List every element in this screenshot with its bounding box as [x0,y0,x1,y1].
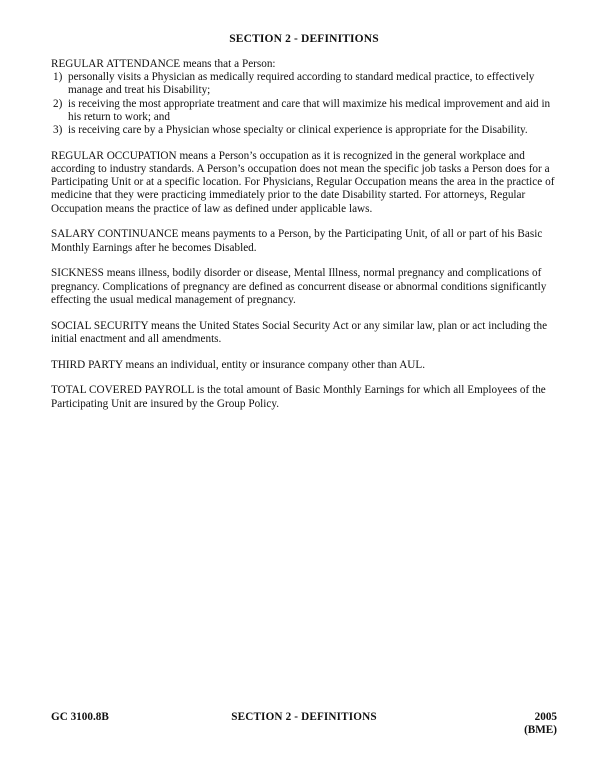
footer-code: (BME) [524,724,557,737]
list-marker: 1) [53,71,63,84]
definition-total-covered-payroll: TOTAL COVERED PAYROLL is the total amount of Basic Monthly Earnings for which all Employees of the Participating Unit are insured by the Group Policy. [51,384,546,410]
definition-social-security: SOCIAL SECURITY means the United States Social Security Act or any similar law, plan or act including the initial enactment and all amendments. [51,319,548,345]
document-body [51,33,557,423]
page-title: SECTION 2 - DEFINITIONS [229,33,379,45]
definition-third-party: THIRD PARTY means an individual, entity or insurance company other than AUL. [51,358,425,371]
list-item [51,124,557,137]
regular-attendance-list [51,71,557,137]
page-footer [51,711,557,737]
list-item [51,71,557,97]
definition-regular-occupation: REGULAR OCCUPATION means a Person’s occupation as it is recognized in the general workplace and according to industry standards. A Person’s occupation does not mean the specific job tasks a Person does for a Participating Unit or at a specific location. For Physicians, Regular Occupation means the area in the practice of medicine that they were practicing immediately prior to the date Disability started. For attorneys, Regular Occupation means the practice of law as defined under applicable laws. [51,149,555,215]
list-marker: 3) [53,124,63,137]
list-item-text: personally visits a Physician as medically required according to standard medical practice, to effectively manage and treat his Disability; [68,71,535,97]
list-item-text: is receiving the most appropriate treatment and care that will maximize his medical improvement and aid in his return to work; and [68,97,551,123]
footer-section-title: SECTION 2 - DEFINITIONS [231,711,377,723]
footer-form-number: GC 3100.8B [51,711,109,723]
list-marker: 2) [53,97,63,110]
definition-salary-continuance: SALARY CONTINUANCE means payments to a Person, by the Participating Unit, of all or part of his Basic Monthly Earnings after he becomes Disabled. [51,228,543,254]
definition-sickness: SICKNESS means illness, bodily disorder or disease, Mental Illness, normal pregnancy and complications of pregnancy. Complications of pregnancy are defined as concurrent disease or abnormal conditions significantly effecting the usual medical management of pregnancy. [51,267,547,306]
list-item-text: is receiving care by a Physician whose specialty or clinical experience is appropriate for the Disability. [68,124,528,137]
footer-row [51,711,557,737]
footer-year: 2005 [534,711,557,723]
list-item [51,98,557,124]
definition-regular-attendance-lead: REGULAR ATTENDANCE means that a Person: [51,58,276,70]
